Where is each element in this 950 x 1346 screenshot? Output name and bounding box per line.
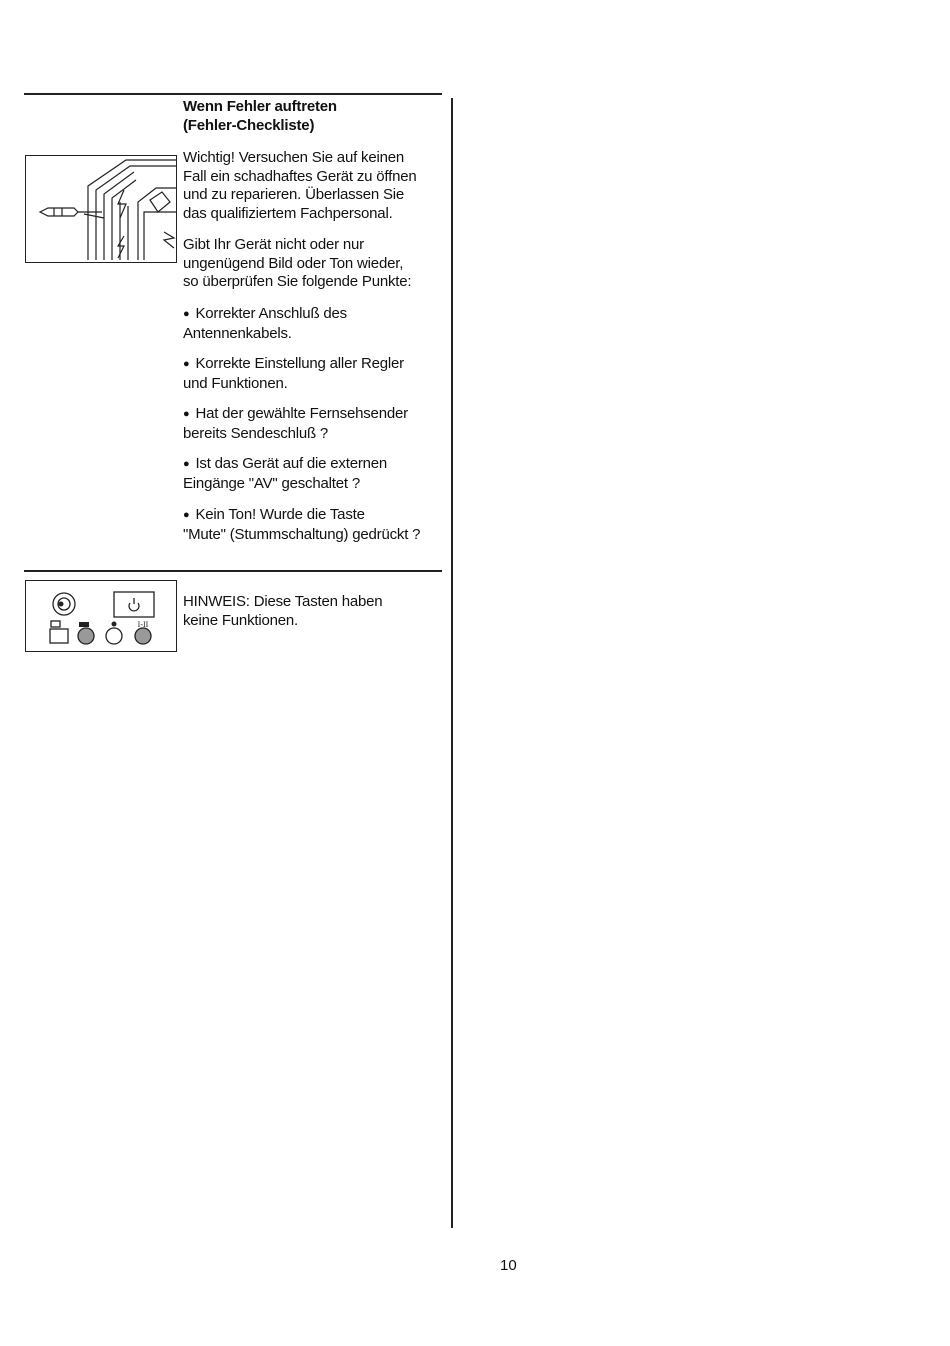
checklist-item-line: ● Korrekter Anschluß des <box>183 305 347 325</box>
note-line: HINWEIS: Diese Tasten haben <box>183 593 383 610</box>
intro-line: so überprüfen Sie folgende Punkte: <box>183 273 412 290</box>
checklist-item-line: ● Korrekte Einstellung aller Regler <box>183 355 404 375</box>
panel-icon-label: I-II <box>137 620 149 629</box>
note-paragraph <box>183 593 382 630</box>
section-title-line: (Fehler-Checkliste) <box>183 116 315 134</box>
checklist-item <box>183 305 347 343</box>
checklist-item-line: Eingänge "AV" geschaltet ? <box>183 474 360 492</box>
checklist-item <box>183 455 387 493</box>
note-line: keine Funktionen. <box>183 611 299 629</box>
warning-line: Fall ein schadhaftes Gerät zu öffnen <box>183 167 417 185</box>
middle-rule <box>24 570 442 572</box>
checklist-item-line: und Funktionen. <box>183 374 288 392</box>
warning-line: das qualifiziertem Fachpersonal. <box>183 204 393 222</box>
checklist-item-line: Antennenkabels. <box>183 324 292 342</box>
intro-line: Gibt Ihr Gerät nicht oder nur <box>183 236 364 253</box>
button-panel-illustration <box>25 580 177 652</box>
top-rule <box>24 93 442 95</box>
checklist-item <box>183 355 404 393</box>
warning-line: Wichtig! Versuchen Sie auf keinen <box>183 149 405 166</box>
checklist-item-line: ● Kein Ton! Wurde die Taste <box>183 506 420 526</box>
checklist-item-line: ● Hat der gewählte Fernsehsender <box>183 405 408 425</box>
checklist-item-line: ● Ist das Gerät auf die externen <box>183 455 387 475</box>
intro-paragraph <box>183 236 411 292</box>
checklist-item-line: bereits Sendeschluß ? <box>183 424 329 442</box>
warning-line: und zu reparieren. Überlassen Sie <box>183 186 405 203</box>
tv-screwdriver-illustration <box>25 155 177 263</box>
checklist-item-line: "Mute" (Stummschaltung) gedrückt ? <box>183 525 421 543</box>
column-divider <box>451 98 453 1228</box>
checklist-item <box>183 506 420 544</box>
page-number: 10 <box>500 1257 517 1274</box>
warning-illustration-icon <box>26 156 176 262</box>
warning-paragraph <box>183 149 417 223</box>
button-panel-icon <box>26 581 176 651</box>
section-title-line: Wenn Fehler auftreten <box>183 98 337 115</box>
checklist-item <box>183 405 408 443</box>
intro-line: ungenügend Bild oder Ton wieder, <box>183 254 404 272</box>
section-title <box>183 98 337 135</box>
